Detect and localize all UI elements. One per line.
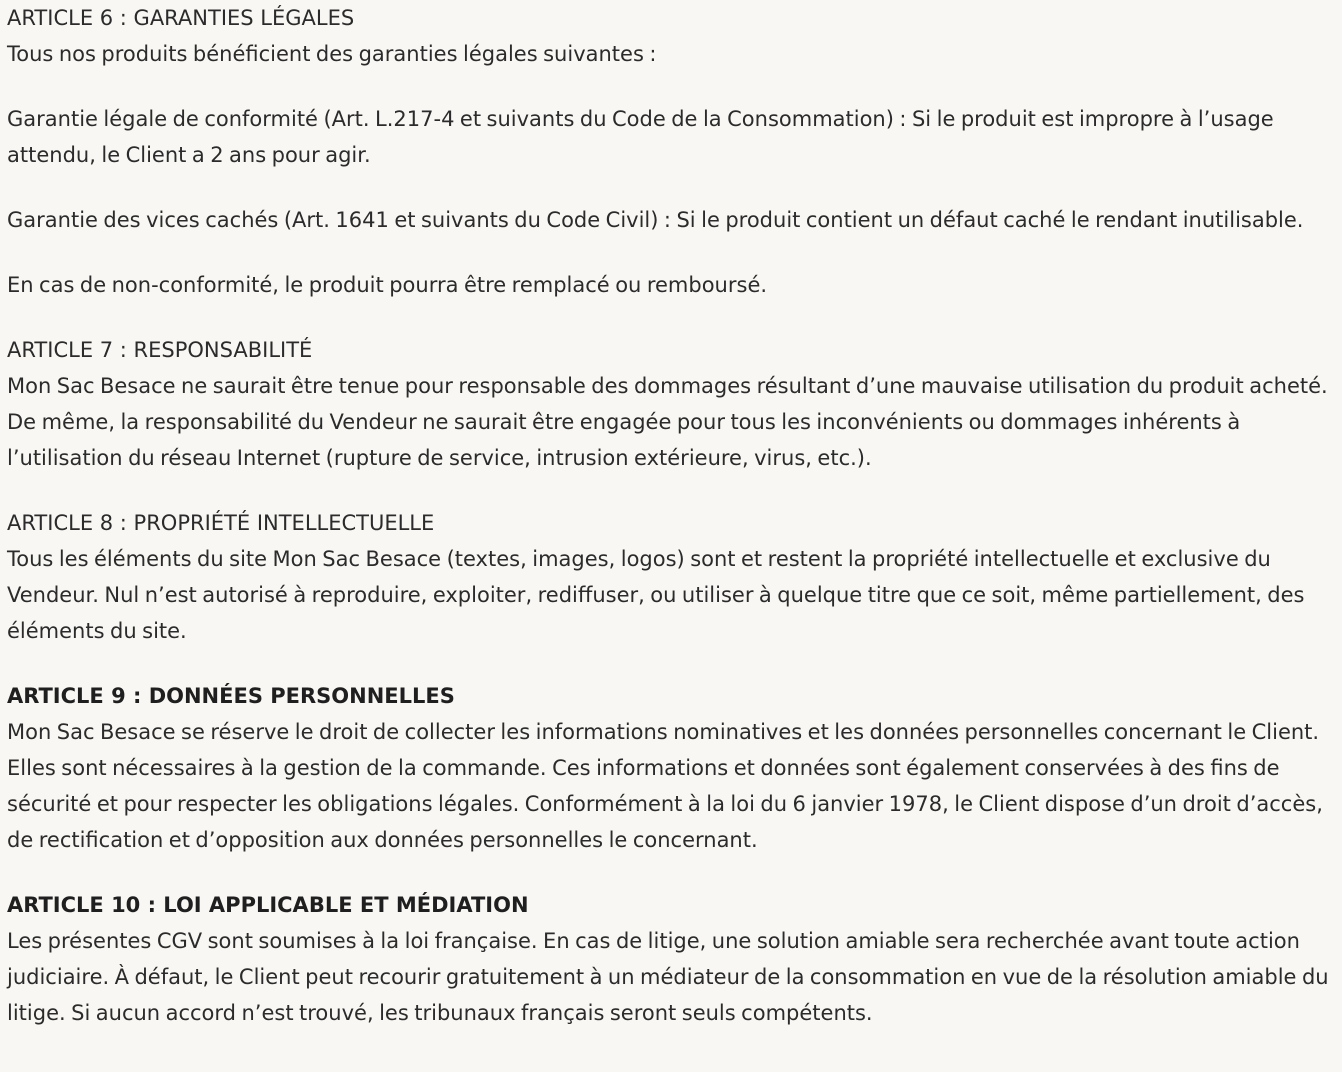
article-6-heading: ARTICLE 6 : GARANTIES LÉGALES [7, 6, 355, 30]
article-10-text: Les présentes CGV sont soumises à la loi française. En cas de litige, une solution amiable sera recherchée avant toute action judiciaire. À défaut, le Client peut recourir gratuitement à un médiateur de la consommation en vue de la résolution amiable du litige. Si aucun accord n’est trouvé, les tribunaux français seront seuls compétents. [7, 929, 1329, 1025]
article-6-intro: Tous nos produits bénéficient des garanties légales suivantes : [7, 42, 657, 66]
article-8-text: Tous les éléments du site Mon Sac Besace (textes, images, logos) sont et restent la propriété intellectuelle et exclusive du Vendeur. Nul n’est autorisé à reproduire, exploiter, rediffuser, ou utiliser à quelque titre que ce soit, même partiellement, des éléments du site. [7, 547, 1305, 643]
article-6 [7, 0, 1342, 303]
article-10-heading: ARTICLE 10 : LOI APPLICABLE ET MÉDIATION [7, 893, 529, 917]
article-8 [7, 505, 1342, 649]
article-7-heading: ARTICLE 7 : RESPONSABILITÉ [7, 338, 313, 362]
article-9-heading: ARTICLE 9 : DONNÉES PERSONNELLES [7, 684, 455, 708]
article-10 [7, 887, 1342, 1031]
article-7 [7, 332, 1342, 476]
article-9-text: Mon Sac Besace se réserve le droit de collecter les informations nominatives et les données personnelles concernant le Client. Elles sont nécessaires à la gestion de la commande. Ces informations et données sont également conservées à des fins de sécurité et pour respecter les obligations légales. Conformément à la loi du 6 janvier 1978, le Client dispose d’un droit d’accès, de rectification et d’opposition aux données personnelles le concernant. [7, 720, 1323, 852]
article-6-hidden-defects-guarantee: Garantie des vices cachés (Art. 1641 et suivants du Code Civil) : Si le produit contient un défaut caché le rendant inutilisable. [7, 208, 1304, 232]
article-6-non-conformity: En cas de non-conformité, le produit pourra être remplacé ou remboursé. [7, 273, 768, 297]
article-7-text: Mon Sac Besace ne saurait être tenue pour responsable des dommages résultant d’une mauvaise utilisation du produit acheté. De même, la responsabilité du Vendeur ne saurait être engagée pour tous les inconvénients ou dommages inhérents à l’utilisation du réseau Internet (rupture de service, intrusion extérieure, virus, etc.). [7, 374, 1328, 470]
article-8-heading: ARTICLE 8 : PROPRIÉTÉ INTELLECTUELLE [7, 511, 435, 535]
article-6-conformity-guarantee: Garantie légale de conformité (Art. L.217-4 et suivants du Code de la Consommation) : Si le produit est impropre à l’usage attendu, le Client a 2 ans pour agir. [7, 107, 1274, 167]
article-9 [7, 678, 1342, 858]
